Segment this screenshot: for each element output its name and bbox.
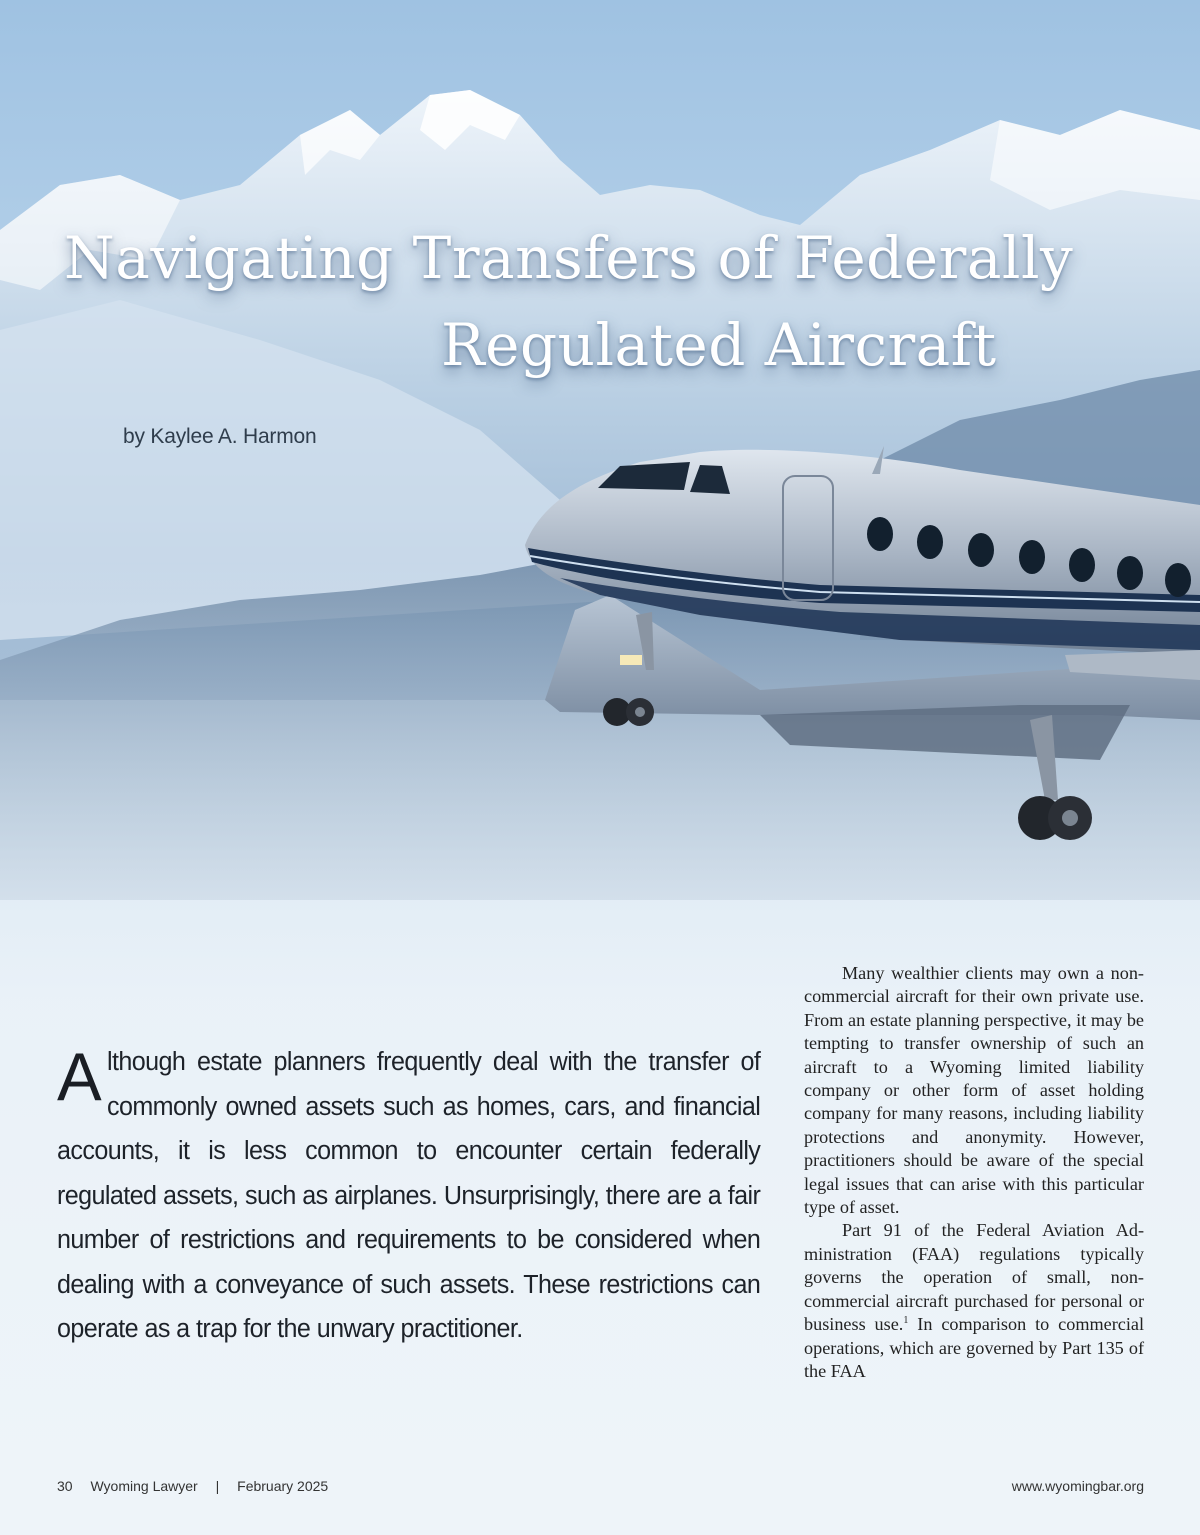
issue-date: February 2025 — [237, 1478, 329, 1494]
footer-left — [57, 1478, 342, 1494]
publication-name: Wyoming Lawyer — [90, 1478, 198, 1494]
article-title-line-2: Regulated Aircraft — [441, 311, 997, 379]
article-title-line-1: Navigating Transfers of Federally — [64, 224, 1074, 292]
body-column — [804, 962, 1144, 1383]
body-paragraph-2-text: Part 91 of the Federal Aviation Administration (FAA) regulations typically governs the operation of small, non-commercial aircraft purchased for personal or business use. — [804, 1220, 1144, 1335]
body-paragraph-1: Many wealthier clients may own a non-commercial aircraft for their own private use. From an estate planning perspective, it may be tempting to transfer ownership of such an aircraft to a Wyoming limited liability company or other form of asset holding company for many reasons, including liability protections and anonymity. However, practitioners should be aware of the special legal issues that can arise with this particular type of asset. — [804, 963, 1144, 1218]
lede-text: lthough estate planners frequently deal with the transfer of commonly owned assets such as homes, cars, and financial accounts, it is less common to encounter certain federally regulated assets, such as airplanes. Unsurprisingly, there are a fair number of restrictions and requirements to be considered when dealing with a conveyance of such assets. These restrictions can operate as a trap for the unwary practitioner. — [57, 1048, 761, 1343]
body-paragraph-2 — [804, 1219, 1144, 1383]
body-paragraph-2-text-cont: In comparison to commercial operations, which are governed by Part 135 of the FAA — [804, 1314, 1145, 1381]
footer-website-link[interactable]: www.wyomingbar.org — [1011, 1478, 1144, 1494]
page-number: 30 — [57, 1478, 73, 1494]
footnote-ref[interactable]: 1 — [903, 1315, 909, 1327]
lede-paragraph — [57, 1040, 760, 1352]
byline: by Kaylee A. Harmon — [123, 425, 317, 448]
footer-separator: | — [215, 1478, 220, 1494]
drop-cap: A — [57, 1039, 102, 1115]
